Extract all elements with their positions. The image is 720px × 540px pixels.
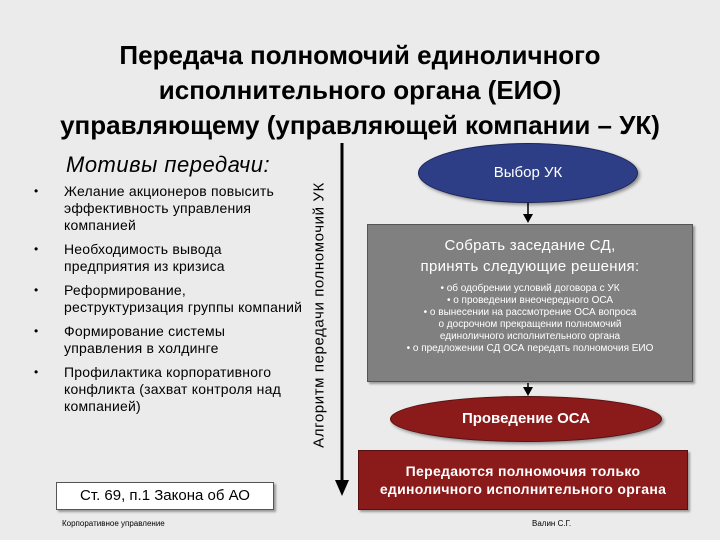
title-line-3: управляющему (управляющей компании – УК) xyxy=(60,110,660,140)
board-decisions-list xyxy=(368,283,692,355)
board-meeting-heading-line-2: принять следующие решения: xyxy=(420,258,640,275)
motive-text: Профилактика корпоративного конфликта (захват контроля над компанией) xyxy=(64,364,281,414)
result-line-1: Передаются полномочия только xyxy=(405,463,641,479)
bullet-icon: • xyxy=(34,365,39,379)
motive-text: Желание акционеров повысить эффективность управления компанией xyxy=(64,183,275,233)
board-decision-item: • о предложении СД ОСА передать полномочия ЕИО xyxy=(406,343,654,354)
result-line-2: единоличного исполнительного органа xyxy=(379,481,667,497)
bullet-icon: • xyxy=(34,283,39,297)
board-decision-item: • о вынесении на рассмотрение ОСА вопроса xyxy=(423,307,637,318)
board-decision-item: • об одобрении условий договора с УК xyxy=(440,283,620,294)
motive-text: Формирование системы управления в холдинге xyxy=(64,323,226,356)
step-select-uk: Выбор УК xyxy=(418,143,638,203)
motives-heading: Мотивы передачи: xyxy=(66,152,271,177)
step-shareholders-meeting: Проведение ОСА xyxy=(390,396,662,442)
footer-course-name: Корпоративное управление xyxy=(62,519,165,528)
board-meeting-heading xyxy=(368,235,692,277)
law-reference-box: Ст. 69, п.1 Закона об АО xyxy=(56,482,274,510)
title-line-2: исполнительного органа (ЕИО) xyxy=(158,75,562,105)
motive-text: Реформирование, реструктуризация группы компаний xyxy=(64,282,303,315)
bullet-icon: • xyxy=(34,242,39,256)
bullet-icon: • xyxy=(34,184,39,198)
algorithm-vertical-label: Алгоритм передачи полномочий УК xyxy=(310,182,328,448)
board-decision-item: единоличного исполнительного органа xyxy=(439,331,621,342)
step-board-meeting xyxy=(367,224,693,382)
bullet-icon: • xyxy=(34,324,39,338)
algorithm-arrow-head-icon xyxy=(335,480,349,496)
title-line-1: Передача полномочий единоличного xyxy=(119,40,601,70)
connector-1-arrow-icon xyxy=(523,214,533,223)
footer-author: Валин С.Г. xyxy=(532,519,572,528)
result-box xyxy=(358,450,688,510)
motive-text: Необходимость вывода предприятия из кризиса xyxy=(64,241,225,274)
board-decision-item: о досрочном прекращении полномочий xyxy=(438,319,622,330)
board-meeting-heading-line-1: Собрать заседание СД, xyxy=(444,237,616,254)
board-decision-item: • о проведении внеочередного ОСА xyxy=(446,295,614,306)
connector-2-arrow-icon xyxy=(523,387,533,396)
